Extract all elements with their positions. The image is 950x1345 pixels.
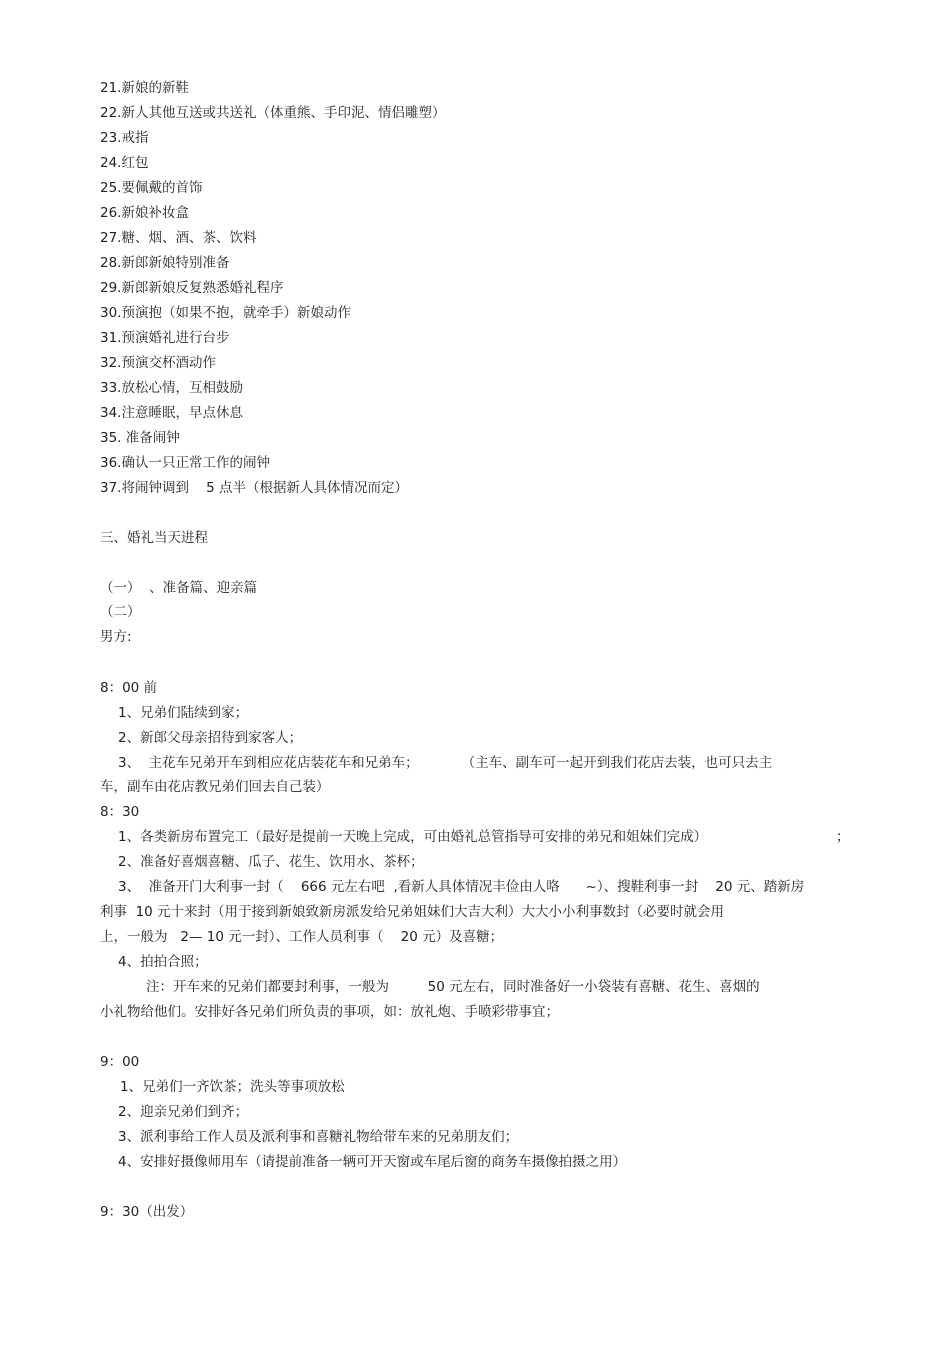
checklist-item: 35. 准备闹钟 [100,430,180,446]
time-heading: 8：30 [100,804,140,820]
checklist-item: 28.新郎新娘特别准备 [100,255,230,271]
checklist-item: 25.要佩戴的首饰 [100,180,203,196]
subsection-heading: （一） 、准备篇、迎亲篇 [100,580,258,596]
list-item: 1、兄弟们一齐饮茶；洗头等事项放松 [120,1079,345,1095]
checklist-item: 30.预演抱（如果不抱，就牵手）新娘动作 [100,305,351,321]
list-item: 2、准备好喜烟喜糖、瓜子、花生、饮用水、茶杯； [118,854,424,870]
list-item-continuation: 利事 10 元十来封（用于接到新娘致新房派发给兄弟姐妹们大吉大利）大大小小利事数封（必要时就会用 [100,904,725,920]
checklist-item: 36.确认一只正常工作的闹钟 [100,455,270,471]
list-item: 2、迎亲兄弟们到齐； [118,1104,249,1120]
list-item: 4、安排好摄像师用车（请提前准备一辆可开天窗或车尾后窗的商务车摄像拍摄之用） [118,1154,627,1170]
note-text: 注：开车来的兄弟们都要封利事，一般为 50 元左右，同时准备好一小袋装有喜糖、花生、喜烟的 [146,979,760,995]
checklist-item: 31.预演婚礼进行台步 [100,330,230,346]
list-item-continuation: 上，一般为 2— 10 元一封）、工作人员利事（ 20 元）及喜糖； [100,929,504,945]
checklist-item: 21.新娘的新鞋 [100,80,189,96]
checklist-item: 34.注意睡眠，早点休息 [100,405,243,421]
list-item: 3、派利事给工作人员及派利事和喜糖礼物给带车来的兄弟朋友们； [118,1129,519,1145]
checklist-item: 24.红包 [100,155,149,171]
checklist-item: 27.糖、烟、酒、茶、饮料 [100,230,257,246]
subsection-heading: （二） [100,604,141,620]
checklist-item: 26.新娘补妆盒 [100,205,189,221]
time-heading: 9：30（出发） [100,1204,194,1220]
section-title: 三、婚礼当天进程 [100,530,208,546]
checklist-item: 32.预演交杯酒动作 [100,355,216,371]
checklist-item: 33.放松心情，互相鼓励 [100,380,243,396]
time-heading: 8：00 前 [100,680,158,696]
checklist-item: 37.将闹钟调到 5 点半（根据新人具体情况而定） [100,480,409,496]
time-heading: 9：00 [100,1054,140,1070]
list-item: 2、新郎父母亲招待到家客人； [118,730,303,746]
note-text-continuation: 小礼物给他们。安排好各兄弟们所负责的事项，如：放礼炮、手喷彩带事宜； [100,1004,559,1020]
list-item: 3、 主花车兄弟开车到相应花店装花车和兄弟车； （主车、副车可一起开到我们花店去装，也可只去主 [118,755,773,771]
side-label: 男方: [100,629,132,645]
list-item: 4、拍拍合照； [118,954,208,970]
list-item: 1、兄弟们陆续到家； [118,705,249,721]
checklist-item: 23.戒指 [100,130,149,146]
list-item-end: ； [836,829,850,845]
list-item-continuation: 车，副车由花店教兄弟们回去自己装） [100,779,330,795]
list-item: 3、 准备开门大利事一封（ 666 元左右吧 ,看新人具体情况丰俭由人咯 ~）、搜鞋利事一封 20 元、踏新房 [118,879,805,895]
checklist-item: 22.新人其他互送或共送礼（体重熊、手印泥、情侣雕塑） [100,105,446,121]
list-item: 1、各类新房布置完工（最好是提前一天晚上完成，可由婚礼总管指导可安排的弟兄和姐妹们完成） [118,829,708,845]
checklist-item: 29.新郎新娘反复熟悉婚礼程序 [100,280,284,296]
